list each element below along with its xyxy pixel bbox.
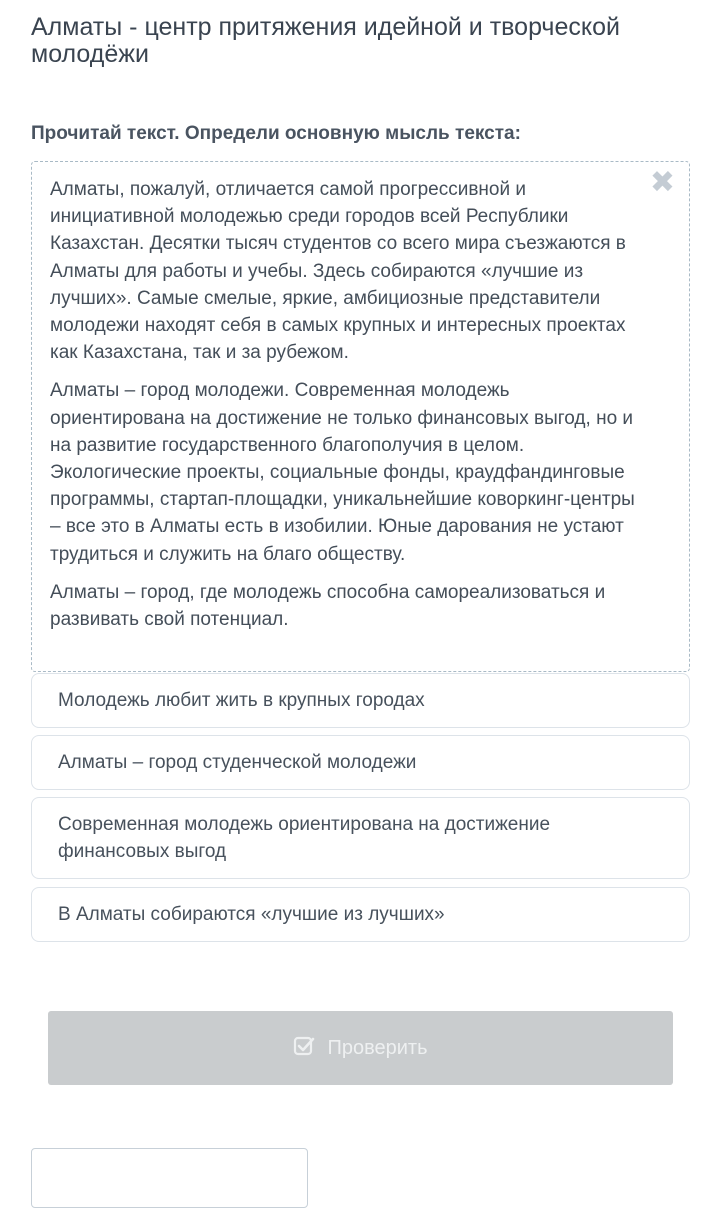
- passage-paragraph: Алматы, пожалуй, отличается самой прогрессивной и инициативной молодежью среди городов всей Республики Казахстан. Десятки тысяч студентов со всего мира съезжаются в Алматы для работы и учебы. Здесь собираются «лучшие из лучших». Самые смелые, яркие, амбициозные представители молодежи находят себя в самых крупных и интересных проектах как Казахстана, так и за рубежом.: [50, 179, 626, 364]
- task-instruction: Прочитай текст. Определи основную мысль текста:: [31, 123, 521, 144]
- answer-option-label: Молодежь любит жить в крупных городах: [58, 690, 425, 711]
- next-card[interactable]: [31, 1148, 308, 1208]
- checkbox-check-icon: [293, 1035, 315, 1057]
- check-button-label: Проверить: [327, 1036, 428, 1059]
- check-button[interactable]: [48, 1011, 673, 1085]
- answer-option-1[interactable]: [31, 673, 690, 728]
- answer-option-label: Алматы – город студенческой молодежи: [58, 752, 417, 773]
- close-icon[interactable]: ✖: [649, 166, 675, 199]
- answer-option-label: В Алматы собираются «лучшие из лучших»: [58, 904, 445, 925]
- reading-passage: [31, 161, 690, 672]
- answer-option-4[interactable]: [31, 887, 690, 942]
- answer-option-2[interactable]: [31, 735, 690, 790]
- answer-option-3[interactable]: [31, 797, 690, 879]
- passage-paragraph: Алматы – город молодежи. Современная молодежь ориентирована на достижение не только финансовых выгод, но и на развитие государственного благополучия в целом. Экологические проекты, социальные фонды, краудфандинговые программы, стартап-площадки, уникальнейшие коворкинг-центры – все это в Алматы есть в изобилии. Юные дарования не устают трудиться и служить на благо обществу.: [50, 380, 635, 565]
- page-title: Алматы - центр притяжения идейной и творческой молодёжи: [31, 13, 620, 68]
- answer-option-label: Современная молодежь ориентирована на достижение финансовых выгод: [58, 814, 551, 862]
- passage-paragraph: Алматы – город, где молодежь способна самореализоваться и развивать свой потенциал.: [50, 581, 606, 631]
